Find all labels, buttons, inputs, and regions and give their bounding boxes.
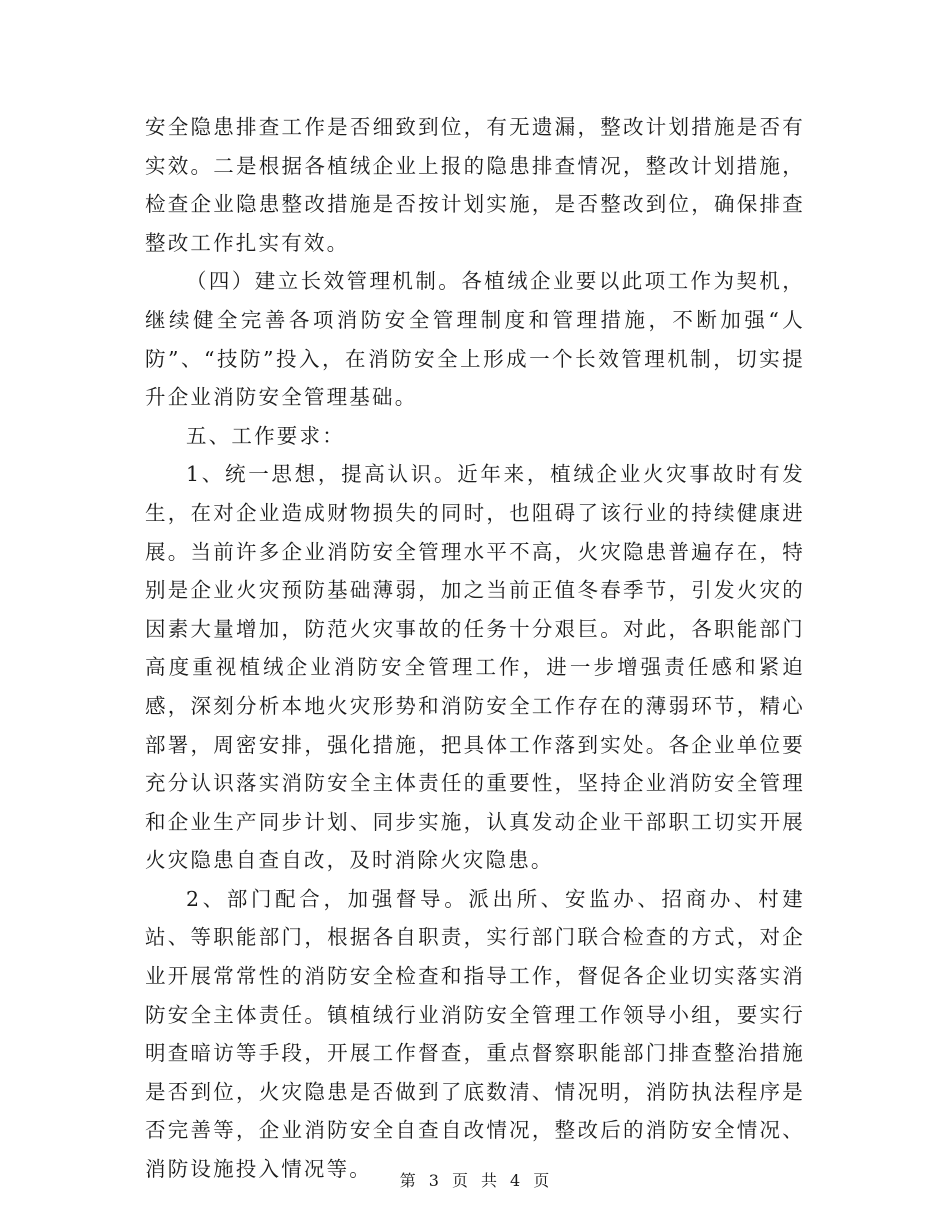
footer-total-pages: 4 bbox=[510, 1171, 522, 1190]
document-body bbox=[145, 108, 805, 1189]
footer-label-ye: 页 bbox=[451, 1171, 469, 1190]
paragraph-continued: 安全隐患排查工作是否细致到位，有无遗漏，整改计划措施是否有实效。二是根据各植绒企业上报的隐患排查情况，整改计划措施，检查企业隐患整改措施是否按计划实施，是否整改到位，确保排查整改工作扎实有效。 bbox=[145, 115, 805, 255]
paragraph-requirement-1: 1、统一思想，提高认识。近年来，植绒企业火灾事故时有发生，在对企业造成财物损失的同时，也阻碍了该行业的持续健康进展。当前许多企业消防安全管理水平不高，火灾隐患普遍存在，特别是企业火灾预防基础薄弱，加之当前正值冬春季节，引发火灾的因素大量增加，防范火灾事故的任务十分艰巨。对此，各职能部门高度重视植绒企业消防安全管理工作，进一步增强责任感和紧迫感，深刻分析本地火灾形势和消防安全工作存在的薄弱环节，精心部署，周密安排，强化措施，把具体工作落到实处。各企业单位要充分认识落实消防安全主体责任的重要性，坚持企业消防安全管理和企业生产同步计划、同步实施，认真发动企业干部职工切实开展火灾隐患自查自改，及时消除火灾隐患。 bbox=[145, 462, 805, 873]
footer-current-page: 3 bbox=[428, 1171, 440, 1190]
footer-label-gong: 共 bbox=[481, 1171, 499, 1190]
heading-work-requirements: 五、工作要求： bbox=[186, 423, 345, 448]
footer-label-ye-2: 页 bbox=[533, 1171, 551, 1190]
footer-label-di: 第 bbox=[399, 1171, 417, 1190]
paragraph-section-4: （四）建立长效管理机制。各植绒企业要以此项工作为契机，继续健全完善各项消防安全管理制度和管理措施，不断加强“人防”、“技防”投入，在消防安全上形成一个长效管理机制，切实提升企业消防安全管理基础。 bbox=[145, 269, 805, 410]
paragraph-requirement-2: 2、部门配合，加强督导。派出所、安监办、招商办、村建站、等职能部门，根据各自职责，实行部门联合检查的方式，对企业开展常常性的消防安全检查和指导工作，督促各企业切实落实消防安全主体责任。镇植绒行业消防安全管理工作领导小组，要实行明查暗访等手段，开展工作督查，重点督察职能部门排查整治措施是否到位，火灾隐患是否做到了底数清、情况明，消防执法程序是否完善等，企业消防安全自查自改情况，整改后的消防安全情况、消防设施投入情况等。 bbox=[145, 886, 805, 1182]
page-footer bbox=[0, 1168, 950, 1191]
